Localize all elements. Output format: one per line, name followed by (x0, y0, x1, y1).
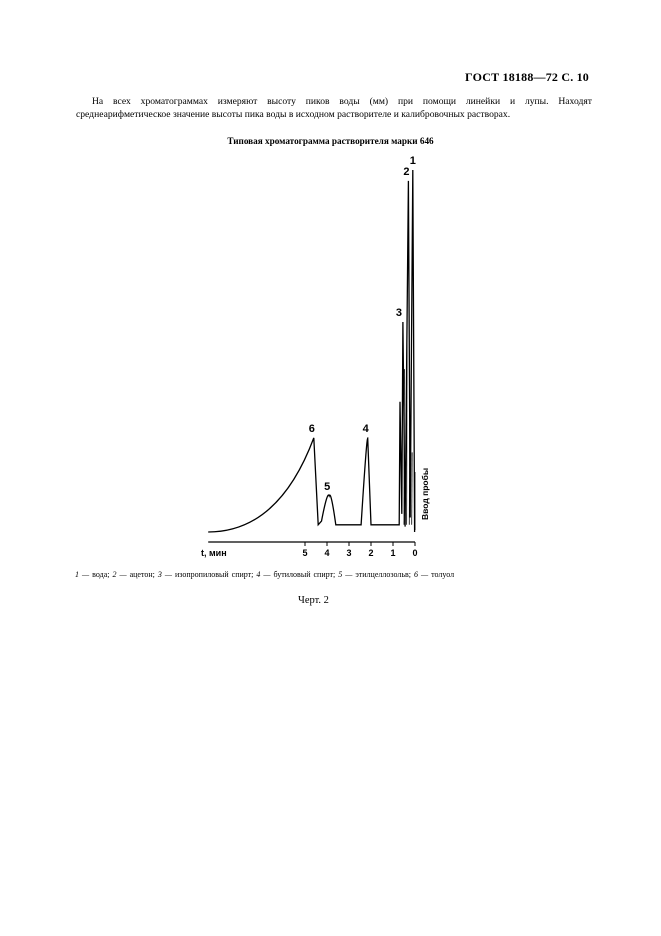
legend-item-number: 3 — (157, 570, 172, 579)
body-paragraph-text: На всех хроматограммах измеряют высоту пиков воды (мм) при помощи линейки и лупы. Находят среднеарифметическое значение высоты пика воды в исходном растворителе и калибровочных растворах. (76, 96, 592, 120)
legend-item-label: вода; (92, 570, 110, 579)
legend-item-5 (338, 570, 414, 579)
x-tick-label: 2 (368, 548, 374, 558)
legend-item-number: 1 — (75, 570, 90, 579)
peak-label-6: 6 (308, 422, 315, 435)
legend-item-label: бутиловый спирт; (273, 570, 336, 579)
legend-item-label: изопропиловый спирт; (175, 570, 254, 579)
figure-title: Типовая хроматограмма растворителя марки 646 (227, 136, 434, 146)
legend-item-label: этилцеллозольв; (355, 570, 412, 579)
legend-item-4 (256, 570, 338, 579)
document-header: ГОСТ 18188—72 С. 10 (465, 70, 589, 84)
x-tick-label: 0 (412, 548, 418, 558)
chromatogram-trace (208, 170, 414, 532)
legend-item-number: 6 — (414, 570, 429, 579)
legend-item-number: 5 — (338, 570, 353, 579)
x-tick-label: 5 (302, 548, 308, 558)
legend-item-1 (75, 570, 112, 579)
chart-marks (208, 155, 417, 558)
peak-label-3: 3 (395, 307, 402, 320)
x-tick-label: 4 (324, 548, 330, 558)
legend-item-6 (414, 570, 454, 579)
legend-item-number: 4 — (256, 570, 271, 579)
x-tick-label: 3 (346, 548, 352, 558)
peak-label-2: 2 (403, 165, 410, 178)
legend-item-3 (158, 570, 257, 579)
figure-caption: Черт. 2 (298, 595, 329, 606)
figure-legend (75, 570, 595, 579)
legend-item-label: ацетон; (129, 570, 155, 579)
x-axis-label: t, мин (201, 548, 227, 558)
peak-label-4: 4 (362, 422, 369, 435)
legend-item-number: 2 — (112, 570, 127, 579)
legend-item-2 (112, 570, 157, 579)
injection-annotation: Ввод пробы (420, 467, 430, 520)
x-tick-label: 1 (390, 548, 396, 558)
legend-item-label: толуол (431, 570, 455, 579)
peak-label-1: 1 (409, 155, 416, 167)
peak-label-5: 5 (324, 480, 331, 493)
